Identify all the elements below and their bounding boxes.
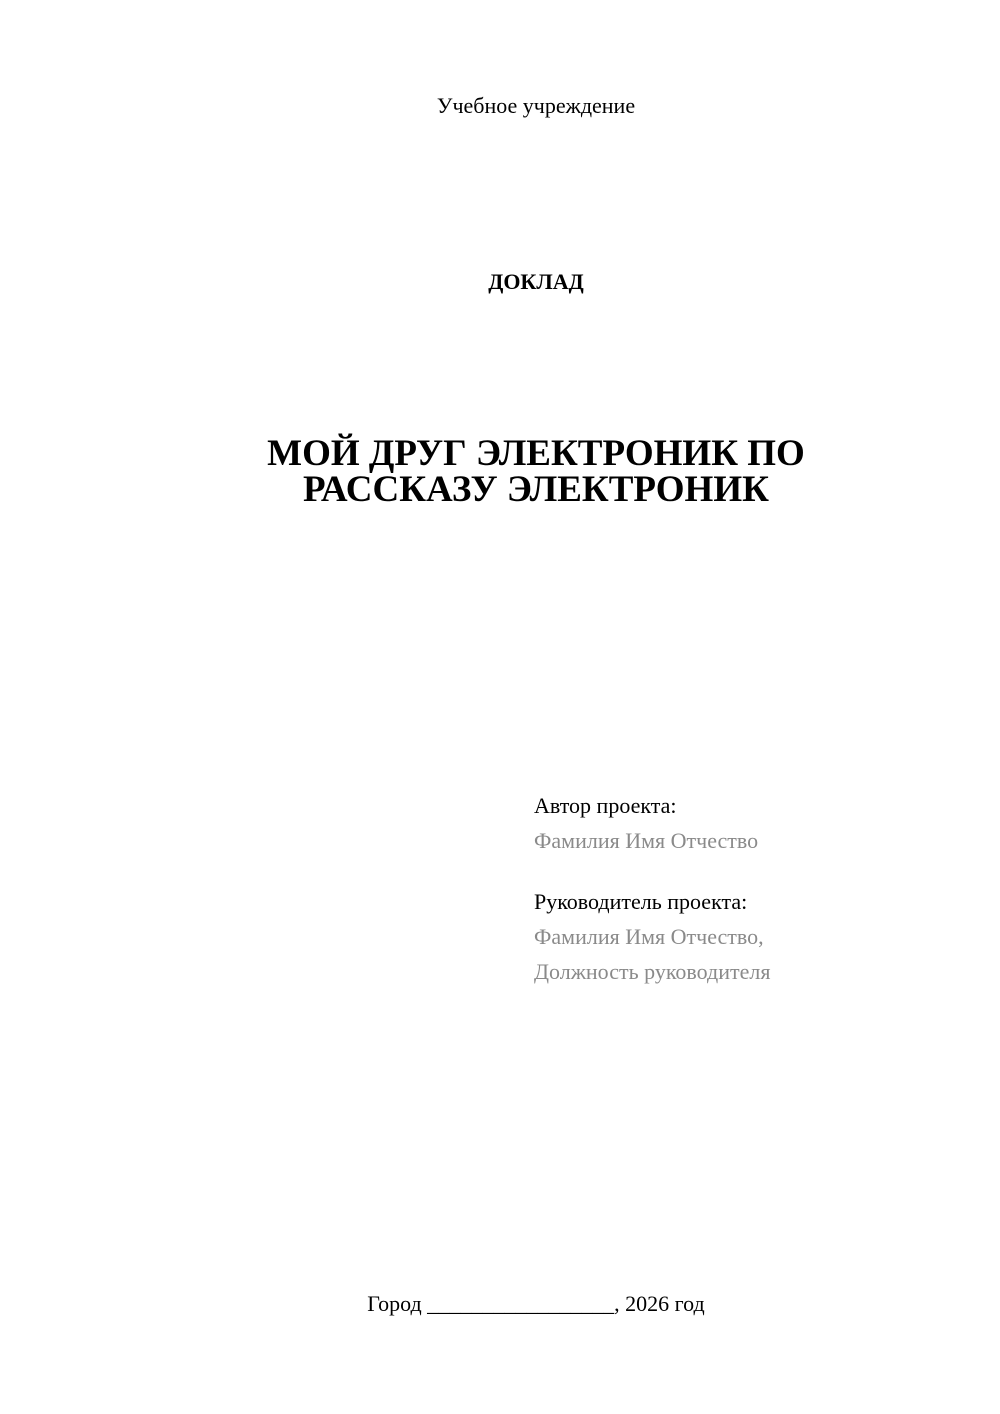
institution-name: Учебное учреждение <box>436 93 636 118</box>
author-label: Автор проекта: <box>534 793 677 818</box>
project-credits <box>534 788 974 989</box>
report-title-line-1: МОЙ ДРУГ ЭЛЕКТРОНИК ПО <box>267 433 805 474</box>
supervisor-position: Должность руководителя <box>534 959 771 984</box>
city-year-footer: Город _________________, 2026 год <box>367 1291 705 1316</box>
supervisor-name: Фамилия Имя Отчество, <box>534 924 764 949</box>
report-title-line-2: РАССКАЗУ ЭЛЕКТРОНИК <box>303 469 769 510</box>
credits-spacer <box>534 858 974 884</box>
report-title <box>180 433 892 510</box>
document-type: ДОКЛАД <box>488 269 584 294</box>
supervisor-label: Руководитель проекта: <box>534 889 748 914</box>
author-name: Фамилия Имя Отчество <box>534 828 759 853</box>
